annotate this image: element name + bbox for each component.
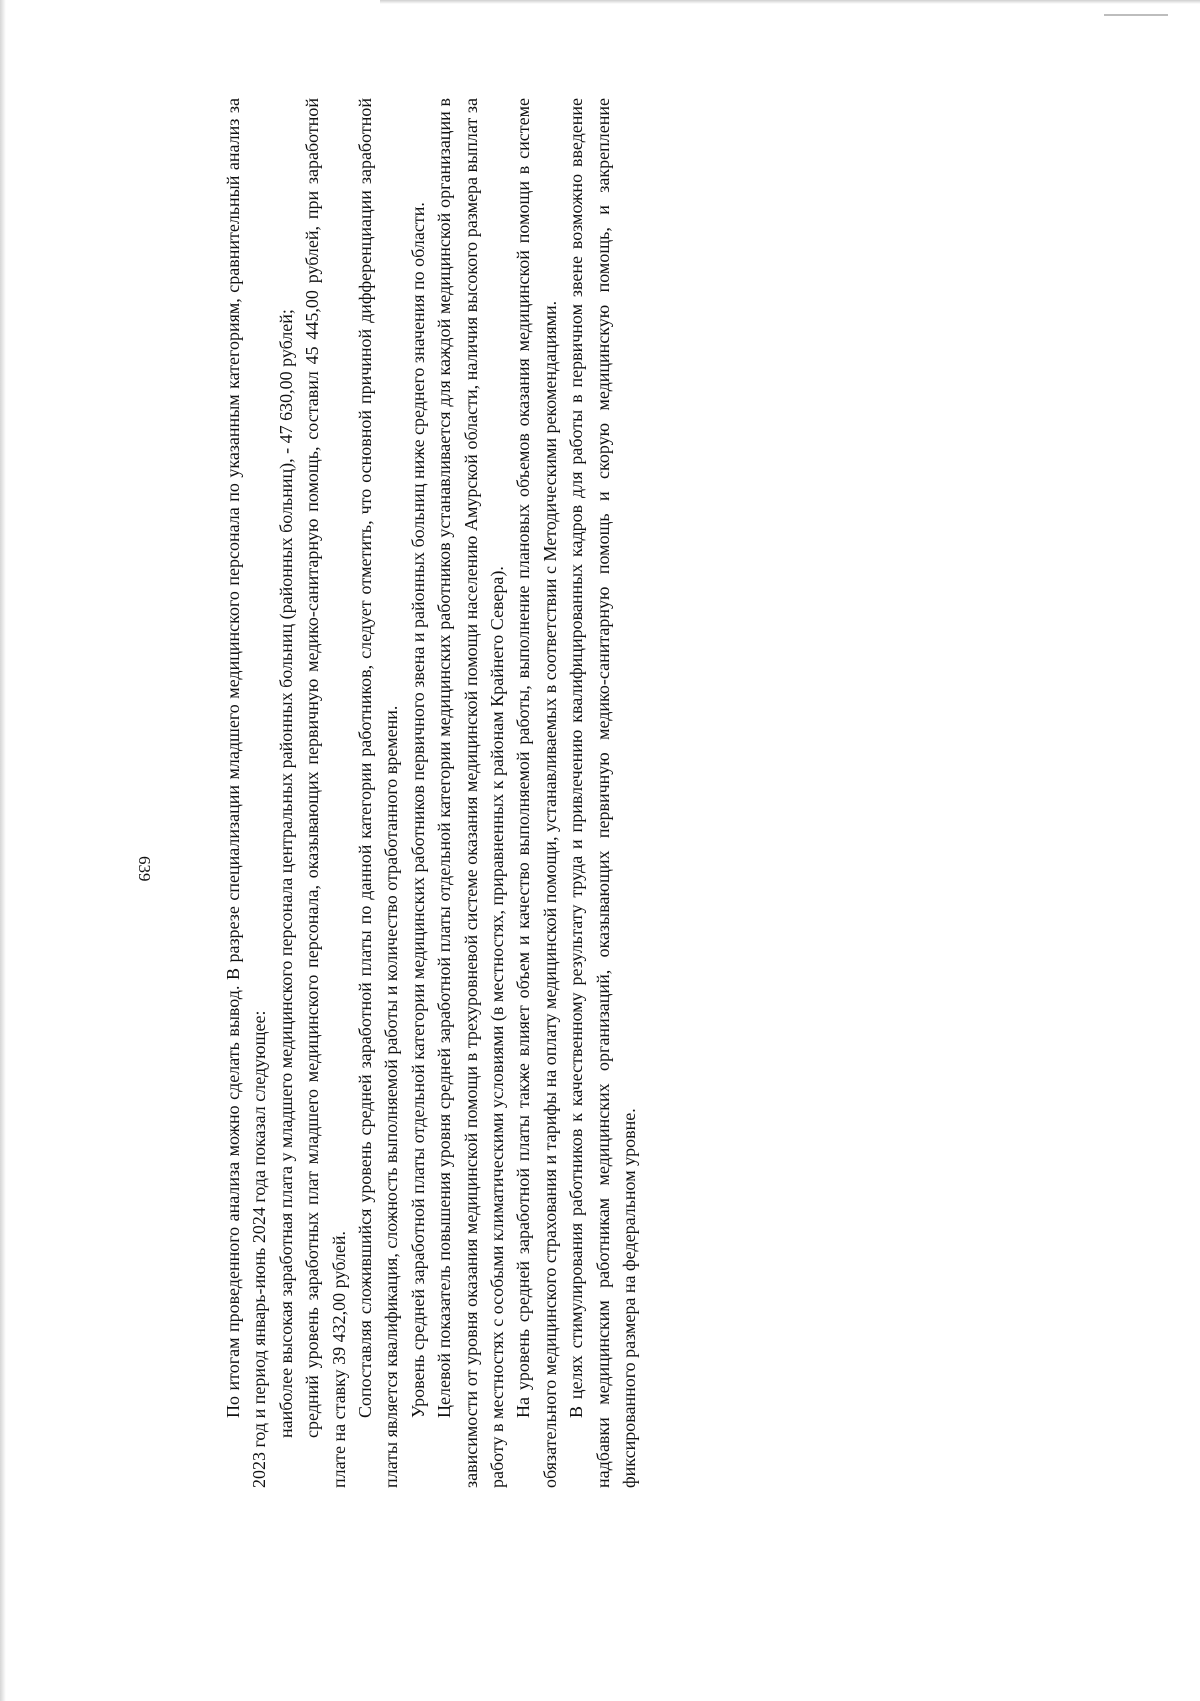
paragraph-incentives: В целях стимулирования работников к качественному результату труда и привлечению квалифицированных кадров для работы в первичном звене возможно введение надбавки медицинским работникам медицинских организаций, оказывающих первичную медико-санитарную помощь и скорую медицинскую помощь, и закрепление фиксированного размера на федеральном уровне. xyxy=(566,98,640,1488)
scan-edge-top xyxy=(380,0,1200,4)
paragraph-highest-salary: наиболее высокая заработная плата у младшего медицинского персонала центральных районных больниц (районных больниц), - 47 630,00 рублей; xyxy=(275,309,296,1438)
paragraph-volume-quality: На уровень средней заработной платы также влияет объем и качество выполняемой работы, выполнение плановых объемов оказания медицинской помощи в системе обязательного медицинского страхования и тарифы на оплату медицинской помощи, устанавливаемых в соответствии с Методическими рекомендациями. xyxy=(513,98,560,1488)
rotated-page-body xyxy=(220,98,750,1488)
page-number: 639 xyxy=(135,856,154,882)
scan-edge-left xyxy=(0,0,6,1701)
paragraph-target-indicator: Целевой показатель повышения уровня средней заработной платы отдельной категории медицинских работников устанавливается для каждой медицинской организации в зависимости от уровня оказания медицинской помощи в трехуровневой системе оказания медицинской помощи населению Амурской области, наличия высокого размера выплат за работу в местностях с особыми климатическими условиями (в местностях, приравненных к районам Крайнего Севера). xyxy=(434,98,508,1488)
paragraph-differentiation: Сопоставляя сложившийся уровень средней заработной платы по данной категории работников, следует отметить, что основной причиной дифференциации заработной платы является квалификация, сложность выполняемой работы и количество отработанного времени. xyxy=(355,98,402,1488)
paragraph-average-salary: средний уровень заработных плат младшего медицинского персонала, оказывающих первичную медико-санитарную помощь, составил 45 445,00 рублей, при заработной плате на ставку 39 432,00 рублей. xyxy=(302,98,349,1488)
scan-artifact xyxy=(1104,14,1168,16)
paragraph-below-average: Уровень средней заработной платы отдельной категории медицинских работников первичного звена и районных больниц ниже среднего значения по области. xyxy=(407,202,428,1418)
paragraph-conclusion-intro: По итогам проведенного анализа можно сделать вывод. В разрезе специализации младшего медицинского персонала по указанным категориям, сравнительный анализ за 2023 год и период январь-июнь 2024 года показал следующее: xyxy=(223,98,270,1488)
document-text xyxy=(220,98,750,1488)
